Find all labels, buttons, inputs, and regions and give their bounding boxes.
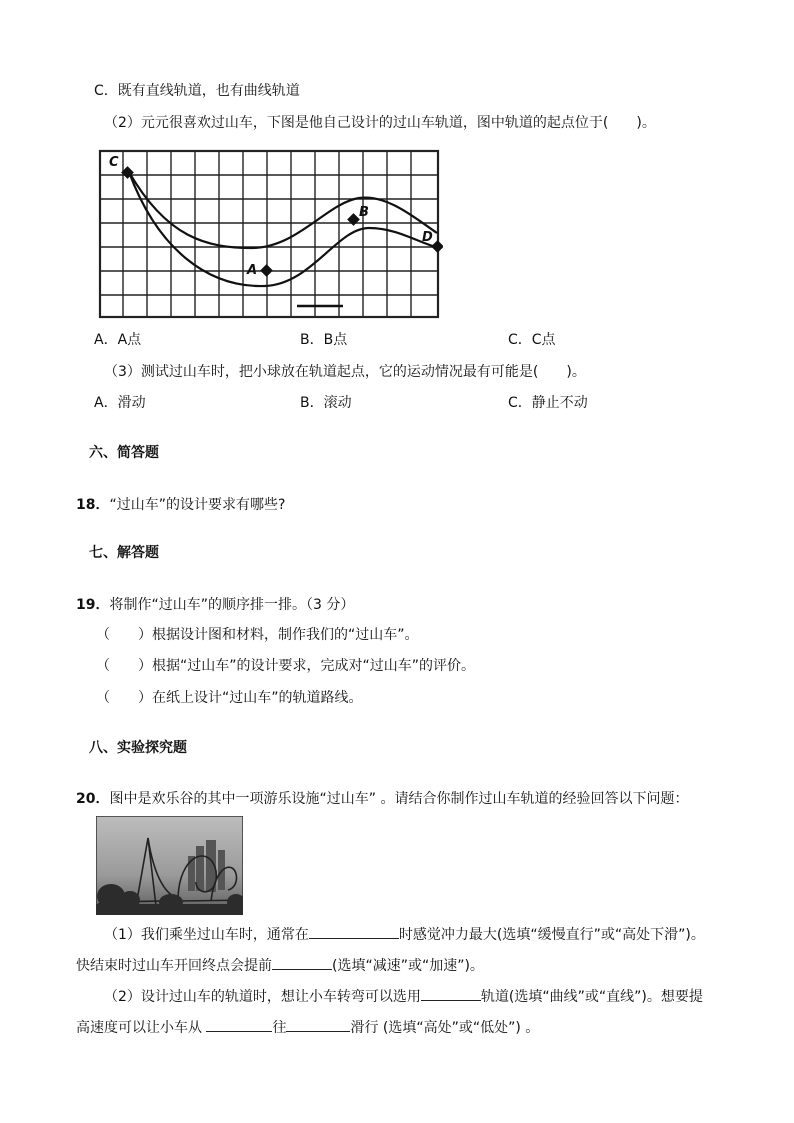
- grid: [100, 151, 438, 317]
- point-a-marker: [260, 264, 273, 277]
- q20-s2-text-b: 轨道(选填“曲线”或“直线”)。想要提: [480, 989, 703, 1005]
- question-19: [76, 595, 354, 615]
- q18-number: 18．: [76, 497, 110, 513]
- label-c: C: [109, 155, 119, 170]
- q17-option-c-previous: C．既有直线轨道，也有曲线轨道: [94, 83, 300, 99]
- q17-sub2-question: （2）元元很喜欢过山车，下图是他自己设计的过山车轨道，图中轨道的起点位于( )。: [104, 115, 656, 131]
- q20-blank-1[interactable]: [309, 924, 399, 939]
- q20-s1-text-b: 时感觉冲力最大(选填“缓慢直行”或“高处下滑”)。: [398, 927, 705, 943]
- q19-item-1: （ ）根据设计图和材料，制作我们的“过山车”。: [96, 627, 419, 643]
- q19-item-3: （ ）在纸上设计“过山车”的轨道路线。: [96, 690, 363, 706]
- q20-s2-text-e: 滑行 (选填“高处”或“低处”) 。: [350, 1020, 540, 1036]
- q20-blank-3[interactable]: [421, 986, 481, 1001]
- label-b: B: [359, 205, 369, 220]
- q20-blank-5[interactable]: [286, 1017, 350, 1032]
- q20-s2-text-c: 高速度可以让小车从: [76, 1020, 207, 1036]
- q20-blank-2[interactable]: [272, 955, 332, 970]
- q20-sub1-line2: [76, 955, 484, 976]
- track-lines: [129, 172, 439, 286]
- q20-s1-text-a: （1）我们乘坐过山车时，通常在: [104, 927, 309, 943]
- q17-sub2-option-a: A．A点: [94, 332, 142, 348]
- q18-text: “过山车”的设计要求有哪些?: [109, 497, 286, 513]
- point-b-marker: [347, 213, 360, 226]
- q20-sub2-line1: [104, 986, 703, 1007]
- question-18: [76, 495, 285, 515]
- q17-sub3-option-b: B．滚动: [300, 395, 352, 411]
- q19-number: 19．: [76, 597, 110, 613]
- q20-s1-text-d: (选填“减速”或“加速”)。: [332, 958, 484, 974]
- roller-coaster-photo: [96, 816, 243, 915]
- q20-sub2-line2: [76, 1017, 539, 1038]
- q20-s2-text-d: 往: [272, 1020, 287, 1036]
- q17-sub2-option-c: C．C点: [508, 332, 556, 348]
- q20-blank-4[interactable]: [206, 1017, 272, 1032]
- roller-coaster-track-figure: [97, 148, 443, 320]
- q19-text: 将制作“过山车”的顺序排一排。（3 分）: [109, 597, 355, 613]
- q20-s1-text-c: 快结束时过山车开回终点会提前: [76, 958, 272, 974]
- q17-sub3-option-a: A．滑动: [94, 395, 146, 411]
- section-6-heading: 六、简答题: [89, 445, 159, 461]
- q20-number: 20．: [76, 791, 110, 807]
- q17-sub3-option-c: C．静止不动: [508, 395, 588, 411]
- section-8-heading: 八、实验探究题: [89, 740, 187, 756]
- q19-item-2: （ ）根据“过山车”的设计要求，完成对“过山车”的评价。: [96, 658, 476, 674]
- section-7-heading: 七、解答题: [89, 545, 159, 561]
- q20-sub1-line1: [104, 924, 705, 945]
- label-a: A: [247, 263, 258, 278]
- q20-text: 图中是欢乐谷的其中一项游乐设施“过山车” 。请结合你制作过山车轨道的经验回答以下问题：: [109, 791, 689, 807]
- label-d: D: [422, 230, 433, 245]
- question-20: [76, 789, 688, 809]
- point-d-marker: [431, 240, 443, 253]
- q17-sub2-option-b: B．B点: [300, 332, 348, 348]
- q20-s2-text-a: （2）设计过山车的轨道时，想让小车转弯可以选用: [104, 989, 421, 1005]
- q17-sub3-question: （3）测试过山车时，把小球放在轨道起点，它的运动情况最有可能是( )。: [104, 364, 586, 380]
